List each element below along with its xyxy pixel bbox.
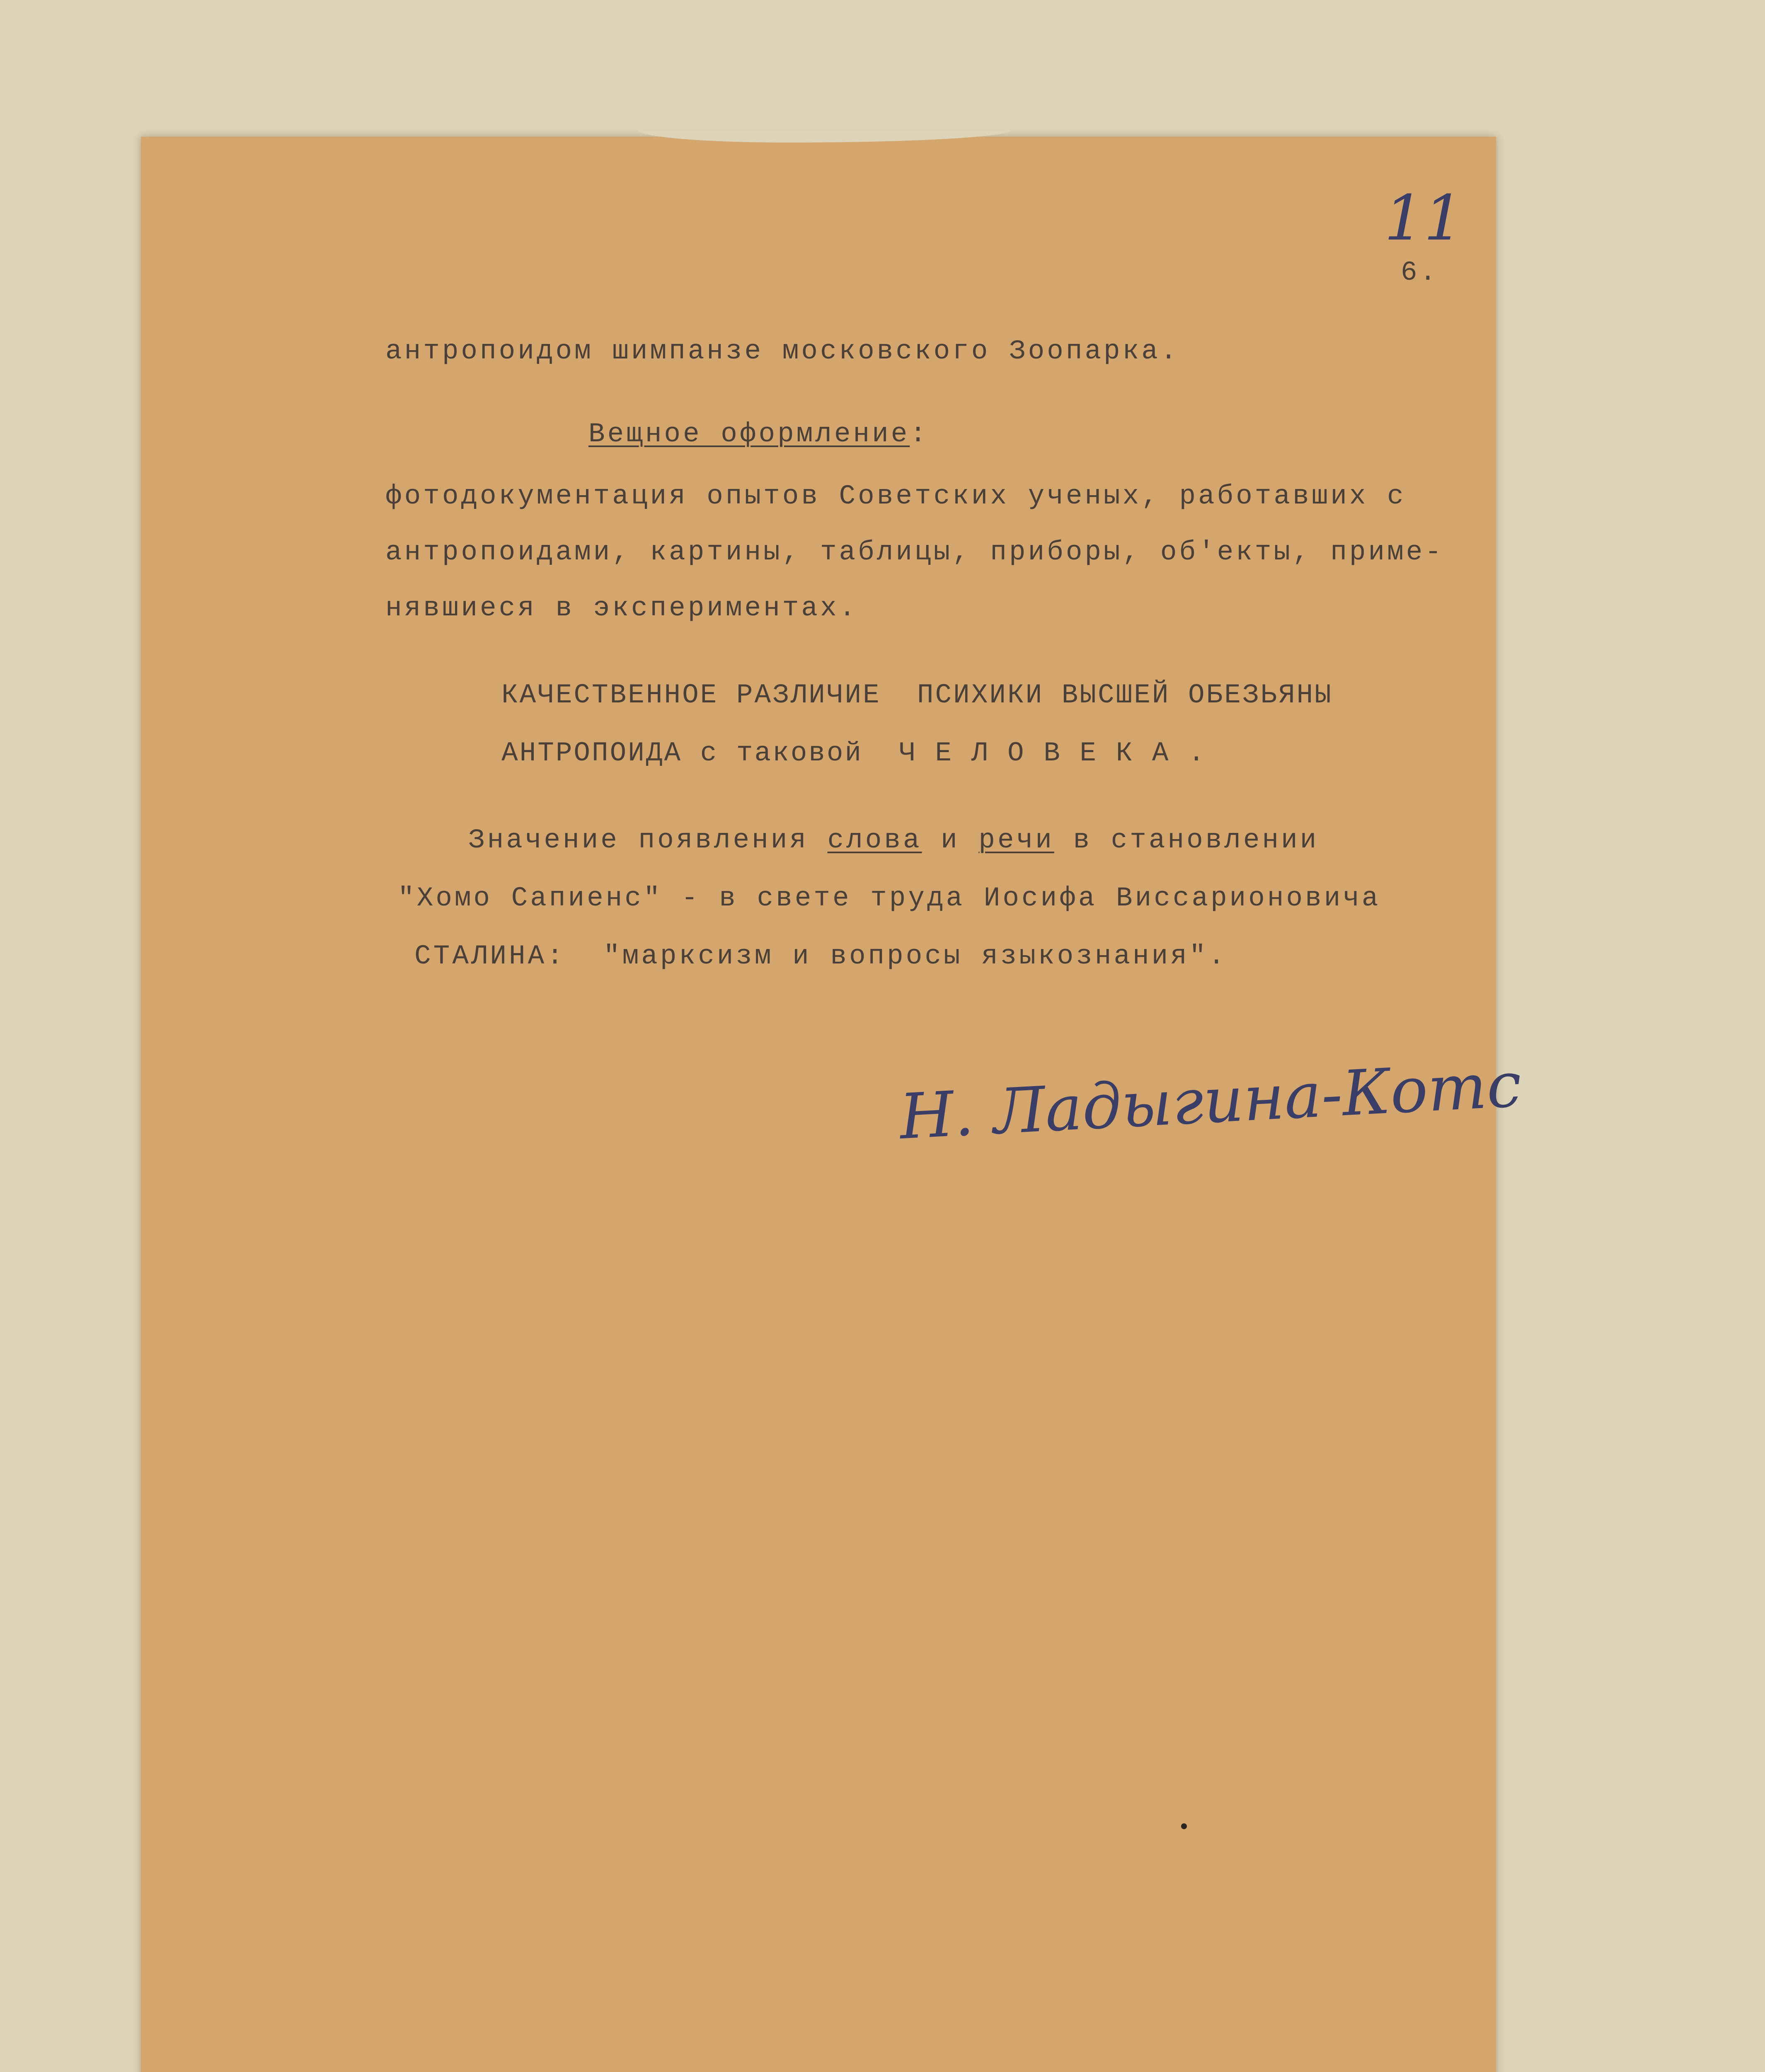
text-line-2: фотодокументация опытов Советских ученых, работавших с <box>385 481 1406 512</box>
paragraph-text: и <box>922 825 979 856</box>
section-heading-colon: : <box>910 419 929 450</box>
paper-sheet <box>141 137 1523 2072</box>
section-heading <box>588 419 929 450</box>
folio-number: 11 <box>1384 182 1463 254</box>
paragraph-line-3: СТАЛИНА: "марксизм и вопросы языкознания". <box>414 941 1228 972</box>
caps-heading-line-1: КАЧЕСТВЕННОЕ РАЗЛИЧИЕ ПСИХИКИ ВЫСШЕЙ ОБЕЗЬЯНЫ <box>501 680 1333 711</box>
page-number: 6. <box>1401 257 1439 288</box>
paper-tear <box>638 130 1011 143</box>
text-line-4: нявшиеся в экспериментах. <box>385 593 858 624</box>
paragraph-text: в становлении <box>1054 825 1319 856</box>
signature: Н. Ладыгина-Котс <box>898 1048 1523 1154</box>
paragraph-text: Значение появления <box>468 825 828 856</box>
text-line-1: антропоидом шимпанзе московского Зоопарка. <box>385 336 1179 367</box>
caps-heading-line-2: АНТРОПОИДА с таковой Ч Е Л О В Е К А . <box>501 738 1206 769</box>
section-heading-text: Вещное оформление <box>588 419 910 450</box>
underlined-word-rechi: речи <box>978 825 1054 856</box>
text-line-3: антропоидами, картины, таблицы, приборы, об'екты, приме- <box>385 537 1444 568</box>
ink-speck <box>1181 1823 1187 1829</box>
underlined-word-slova: слова <box>827 825 922 856</box>
paragraph-line-2: "Хомо Сапиенс" - в свете труда Иосифа Виссарионовича <box>398 883 1381 914</box>
paragraph-line-1 <box>468 825 1319 856</box>
